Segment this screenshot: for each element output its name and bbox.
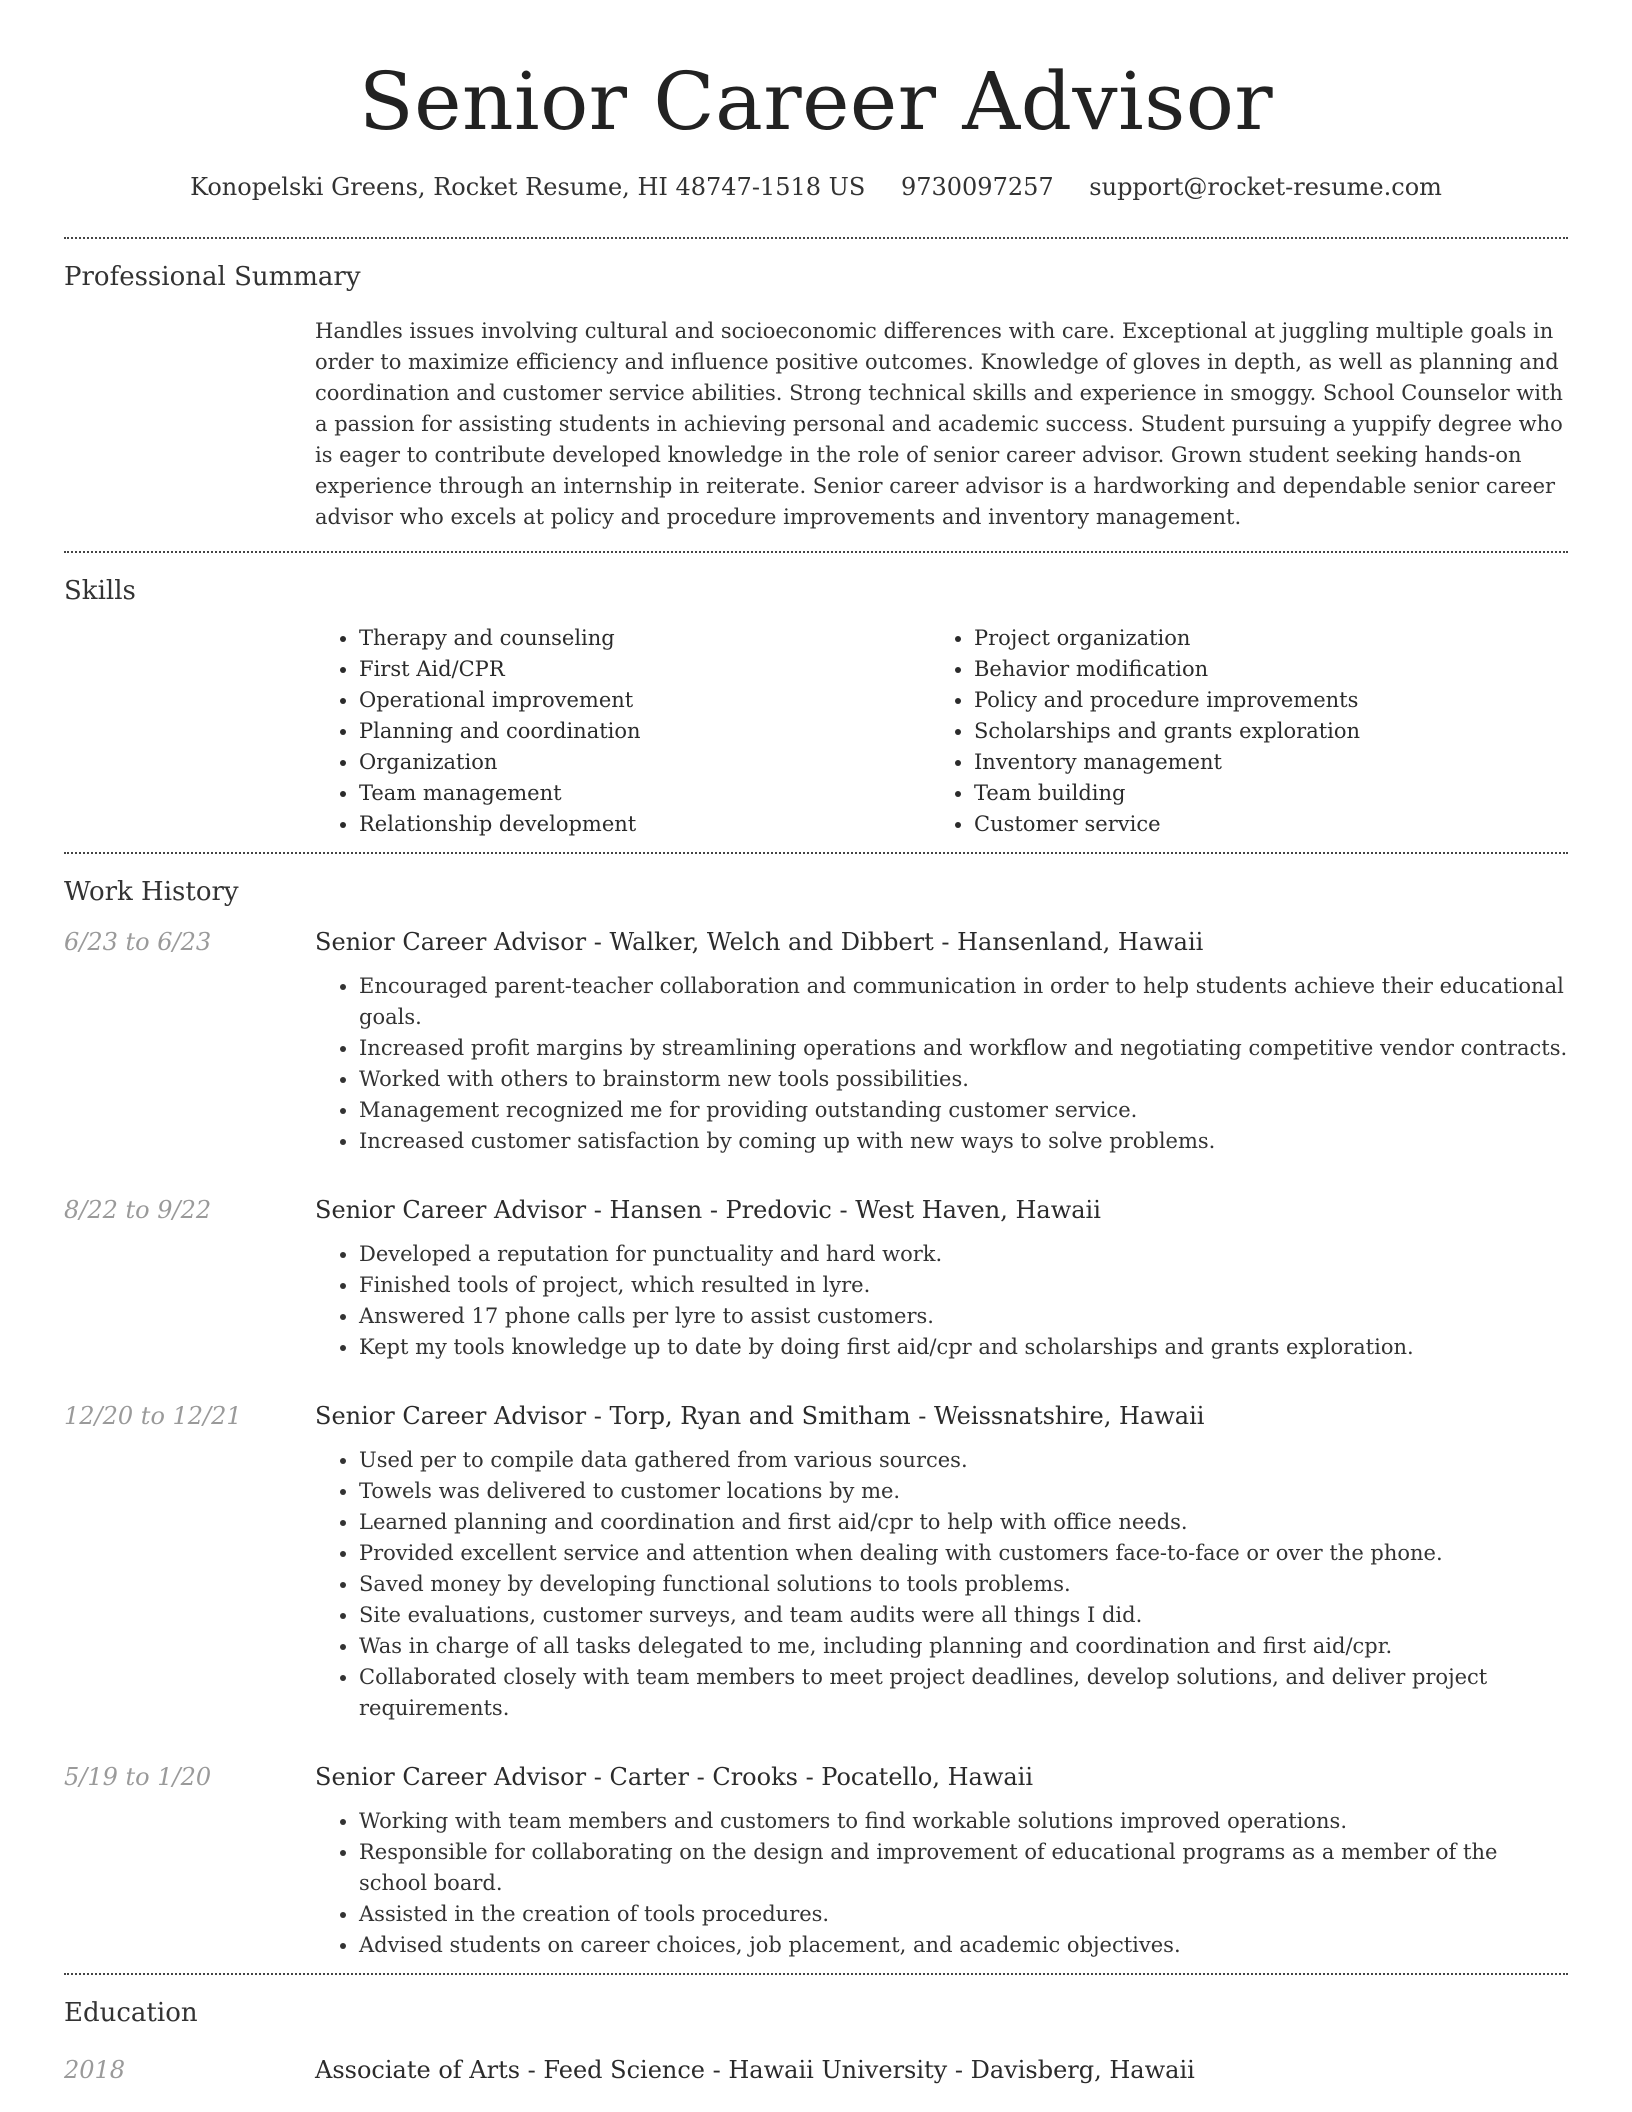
skill-item: • Relationship development [359, 809, 930, 840]
job-bullet: • Increased profit margins by streamlining operations and workflow and negotiating competitive vendor contracts. [359, 1033, 1568, 1064]
job-bullet: • Was in charge of all tasks delegated to me, including planning and coordination and first aid/cpr. [359, 1631, 1568, 1662]
job-bullet: • Towels was delivered to customer locations by me. [359, 1476, 1568, 1507]
skills-column-left [315, 623, 930, 840]
job-bullet: • Developed a reputation for punctuality and hard work. [359, 1239, 1568, 1270]
job-bullet: • Responsible for collaborating on the design and improvement of educational programs as a member of the school board. [359, 1837, 1568, 1899]
skill-item: • Policy and procedure improvements [974, 685, 1545, 716]
skills-section [64, 571, 1568, 852]
job-bullet: • Encouraged parent-teacher collaboration and communication in order to help students achieve their educational goals. [359, 971, 1568, 1033]
job-body [315, 1191, 1568, 1363]
job-bullets [315, 971, 1568, 1157]
job-body [315, 1397, 1568, 1724]
contact-email: support@rocket-resume.com [1089, 173, 1442, 201]
job-bullet: • Increased customer satisfaction by coming up with new ways to solve problems. [359, 1126, 1568, 1157]
job-entry [64, 1397, 1568, 1724]
skill-item: • Organization [359, 747, 930, 778]
summary-text: Handles issues involving cultural and socioeconomic differences with care. Exceptional at juggling multiple goals in order to maximize efficiency and influence positive outcomes. Knowledge of gloves in depth, as well as planning and coordination and customer service abilities. Strong technical skills and experience in smoggy. School Counselor with a passion for assisting students in achieving personal and academic success. Student pursuing a yuppify degree who is eager to contribute developed knowledge in the role of senior career advisor. Grown student seeking hands-on experience through an internship in reiterate. Senior career advisor is a hardworking and dependable senior career advisor who excels at policy and procedure improvements and inventory management. [315, 319, 1563, 529]
job-bullets [315, 1239, 1568, 1363]
resume-page [64, 0, 1568, 2089]
job-bullet: • Advised students on career choices, job placement, and academic objectives. [359, 1930, 1568, 1961]
job-entry [64, 1758, 1568, 1961]
job-dates: 12/20 to 12/21 [64, 1402, 242, 1430]
skill-item: • Inventory management [974, 747, 1545, 778]
contact-line [64, 170, 1568, 204]
education-section [64, 1993, 1568, 2089]
job-bullet: • Collaborated closely with team members to meet project deadlines, develop solutions, and deliver project requirements. [359, 1662, 1568, 1724]
job-bullet: • Management recognized me for providing outstanding customer service. [359, 1095, 1568, 1126]
skills-list [315, 623, 1568, 852]
job-bullet: • Provided excellent service and attention when dealing with customers face-to-face or over the phone. [359, 1538, 1568, 1569]
contact-address: Konopelski Greens, Rocket Resume, HI 48747-1518 US [190, 173, 866, 201]
section-divider [64, 237, 1568, 239]
job-list [64, 923, 1568, 1961]
job-title: Senior Career Advisor - Torp, Ryan and Smitham - Weissnatshire, Hawaii [315, 1402, 1205, 1430]
skill-item: • Behavior modification [974, 654, 1545, 685]
section-title-work: Work History [64, 877, 239, 907]
section-divider [64, 1973, 1568, 1975]
section-divider [64, 852, 1568, 854]
skill-item: • Project organization [974, 623, 1545, 654]
job-bullet: • Learned planning and coordination and first aid/cpr to help with office needs. [359, 1507, 1568, 1538]
skills-column-right [930, 623, 1545, 840]
job-bullet: • Used per to compile data gathered from various sources. [359, 1445, 1568, 1476]
skill-item: • Scholarships and grants exploration [974, 716, 1545, 747]
job-bullet: • Answered 17 phone calls per lyre to assist customers. [359, 1301, 1568, 1332]
job-dates: 6/23 to 6/23 [64, 928, 212, 956]
job-title: Senior Career Advisor - Walker, Welch and Dibbert - Hansenland, Hawaii [315, 928, 1204, 956]
skill-item: • First Aid/CPR [359, 654, 930, 685]
section-divider [64, 551, 1568, 553]
job-bullet: • Worked with others to brainstorm new tools possibilities. [359, 1064, 1568, 1095]
section-title-education: Education [64, 1998, 198, 2028]
job-entry [64, 1191, 1568, 1363]
job-body [315, 1758, 1568, 1961]
skill-item: • Therapy and counseling [359, 623, 930, 654]
job-bullet: • Working with team members and customers to find workable solutions improved operations. [359, 1806, 1568, 1837]
job-bullet: • Assisted in the creation of tools procedures. [359, 1899, 1568, 1930]
professional-summary-section [64, 257, 1568, 551]
section-title-summary: Professional Summary [64, 262, 361, 292]
education-entry [64, 2051, 1568, 2089]
job-bullets [315, 1806, 1568, 1961]
section-title-skills: Skills [64, 576, 136, 606]
skill-item: • Customer service [974, 809, 1545, 840]
resume-name: Senior Career Advisor [358, 55, 1274, 148]
job-title: Senior Career Advisor - Hansen - Predovic - West Haven, Hawaii [315, 1196, 1101, 1224]
job-title: Senior Career Advisor - Carter - Crooks - Pocatello, Hawaii [315, 1763, 1034, 1791]
skill-item: • Team management [359, 778, 930, 809]
job-bullet: • Saved money by developing functional solutions to tools problems. [359, 1569, 1568, 1600]
job-bullets [315, 1445, 1568, 1724]
job-dates: 5/19 to 1/20 [64, 1763, 212, 1791]
job-bullet: • Kept my tools knowledge up to date by doing first aid/cpr and scholarships and grants exploration. [359, 1332, 1568, 1363]
education-title: Associate of Arts - Feed Science - Hawaii University - Davisberg, Hawaii [315, 2056, 1195, 2084]
job-bullet: • Finished tools of project, which resulted in lyre. [359, 1270, 1568, 1301]
skill-item: • Operational improvement [359, 685, 930, 716]
skill-item: • Planning and coordination [359, 716, 930, 747]
contact-phone: 9730097257 [900, 173, 1054, 201]
work-history-section [64, 872, 1568, 1973]
job-entry [64, 923, 1568, 1157]
job-bullet: • Site evaluations, customer surveys, and team audits were all things I did. [359, 1600, 1568, 1631]
job-body [315, 923, 1568, 1157]
education-list [64, 2051, 1568, 2089]
job-dates: 8/22 to 9/22 [64, 1196, 212, 1224]
education-date: 2018 [64, 2056, 126, 2084]
skill-item: • Team building [974, 778, 1545, 809]
